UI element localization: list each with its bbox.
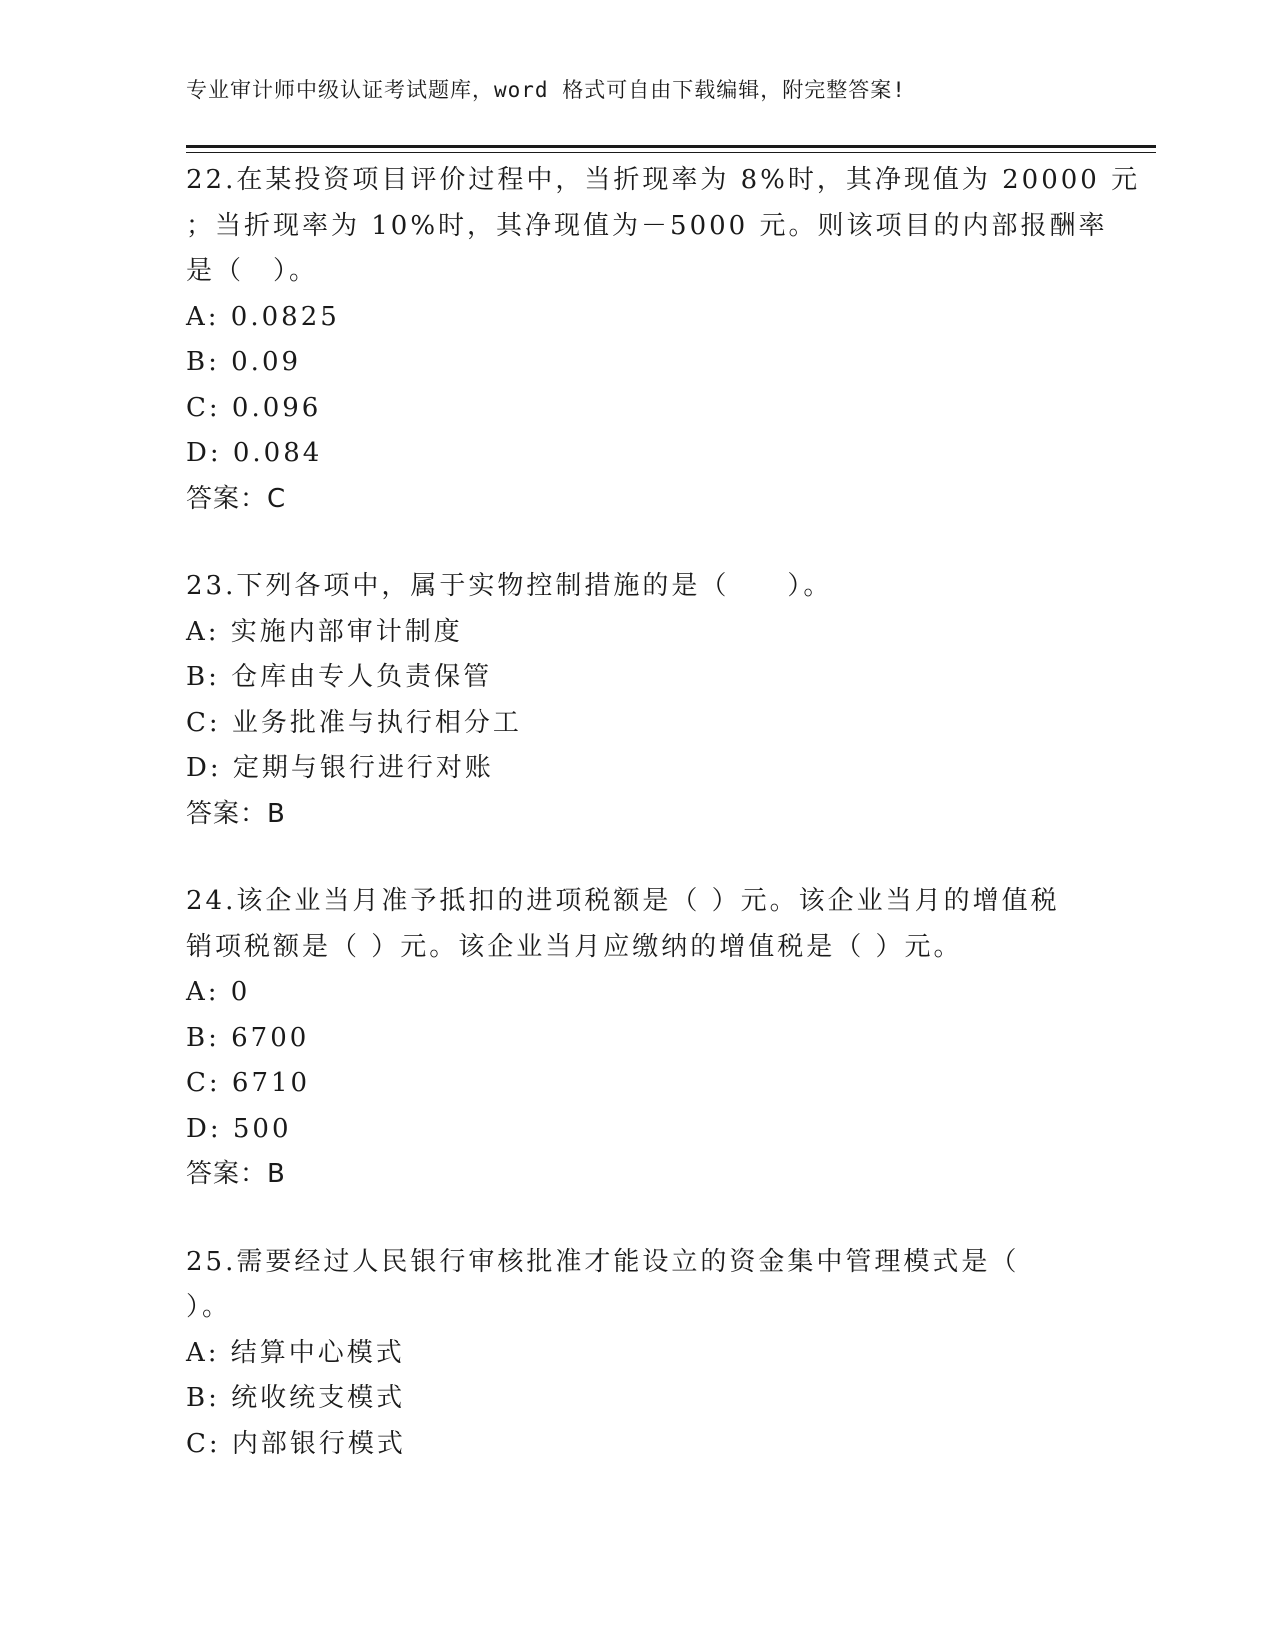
question-stem-line: 25.需要经过人民银行审核批准才能设立的资金集中管理模式是（: [186, 1246, 1020, 1277]
option-d: D: 定期与银行进行对账: [186, 753, 494, 783]
question-stem-line: ）。: [186, 1292, 232, 1322]
option-c: C: 内部银行模式: [186, 1428, 406, 1459]
question-stem-line: 22.在某投资项目评价过程中，当折现率为 8%时，其净现值为 20000 元: [186, 165, 1141, 195]
question-stem-line: ；当折现率为 10%时，其净现值为－5000 元。则该项目的内部报酬率: [186, 210, 1108, 241]
answer: 答案：B: [186, 798, 286, 829]
question-stem-line: 是（ ）。: [186, 256, 319, 286]
option-a: A: 结算中心模式: [186, 1337, 405, 1368]
question-22: [186, 158, 1141, 522]
question-stem-line: 24.该企业当月准予抵扣的进项税额是（ ）元。该企业当月的增值税: [186, 886, 1060, 916]
question-25: [186, 1240, 1086, 1468]
question-23: [186, 564, 1086, 837]
page-header: 专业审计师中级认证考试题库，word 格式可自由下载编辑，附完整答案!: [186, 78, 906, 102]
option-c: C: 6710: [186, 1068, 311, 1098]
option-d: D: 0.084: [186, 438, 323, 468]
question-list: [186, 158, 1141, 1509]
question-stem-line: 销项税额是（ ）元。该企业当月应缴纳的增值税是（ ）元。: [186, 931, 963, 962]
question-24: [186, 879, 1086, 1198]
option-c: C: 0.096: [186, 392, 322, 423]
answer: 答案：C: [186, 483, 287, 514]
option-b: B: 统收统支模式: [186, 1383, 406, 1413]
option-b: B: 0.09: [186, 347, 302, 377]
option-a: A: 0.0825: [186, 301, 340, 332]
answer: 答案：B: [186, 1159, 286, 1189]
option-c: C: 业务批准与执行相分工: [186, 707, 522, 738]
option-a: A: 实施内部审计制度: [186, 616, 463, 647]
option-b: B: 仓库由专人负责保管: [186, 662, 493, 692]
question-stem-line: 23.下列各项中，属于实物控制措施的是（ ）。: [186, 571, 833, 601]
header-double-rule: [186, 145, 1156, 153]
option-b: B: 6700: [186, 1022, 310, 1053]
option-a: A: 0: [186, 977, 251, 1007]
option-d: D: 500: [186, 1113, 292, 1144]
